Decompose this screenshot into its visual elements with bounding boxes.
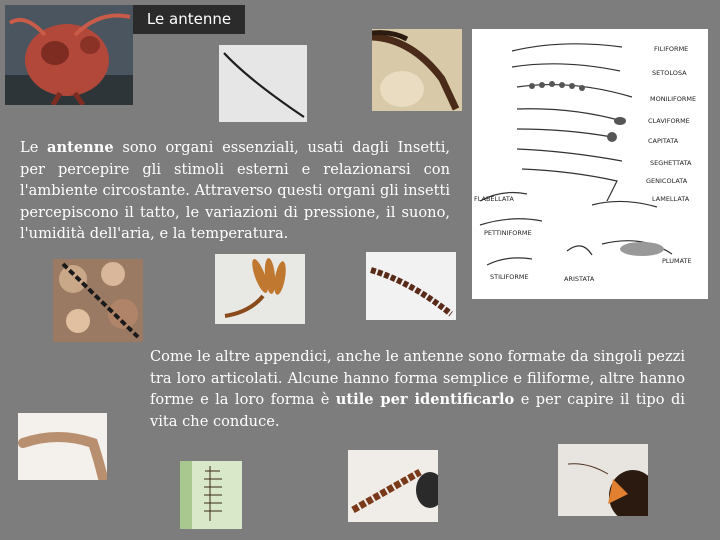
diagram-label: SEGHETTATA [650,159,692,167]
fly-antenna-photo [558,444,648,516]
beaded-antenna-photo [366,252,456,320]
diagram-label: SETOLOSA [652,69,687,77]
plumose-antenna-photo [180,461,242,529]
antenna-types-diagram [472,29,708,299]
segmented-antenna-photo [372,29,462,111]
diagram-label: FILIFORME [654,45,689,53]
bold-term: antenne [47,139,114,156]
lamellate-antenna-photo [215,254,305,324]
insect-eye-antenna-photo [348,450,438,522]
diagram-label: MONILIFORME [650,95,697,103]
diagram-label: FLABELLATA [474,195,514,203]
diagram-label: GENICOLATA [646,177,688,185]
diagram-label: STILIFORME [490,273,529,281]
diagram-label: PLUMATE [662,257,692,265]
diagram-label: PETTINIFORME [484,229,532,237]
diagram-label: LAMELLATA [652,195,690,203]
diagram-label: CAPITATA [648,137,679,145]
pebbles-antenna-photo [53,259,143,342]
diagram-label: ARISTATA [564,275,595,283]
diagram-label: CLAVIFORME [648,117,690,125]
slide-title: Le antenne [133,5,245,34]
description-paragraph: Come le altre appendici, anche le antenne sono formate da singoli pezzi tra loro articolati. Alcune hanno forma semplice e filiforme, altre hanno forme e la loro forma è utile per identificarlo e per capire il tipo di vita che conduce. [150,348,685,430]
ant-head-photo [5,5,133,105]
clubbed-antenna-photo [18,413,107,480]
bold-term: utile per identificarlo [335,391,515,408]
intro-paragraph: Le antenne sono organi essenziali, usati dagli Insetti, per percepire gli stimoli esterni e relazionarsi con l'ambiente circostante. Attraverso questi organi gli insetti percepiscono il tatto, le variazioni di pressione, il suono, l'umidità dell'aria, e la temperatura. [20,139,451,242]
thin-antenna-photo [219,45,307,122]
